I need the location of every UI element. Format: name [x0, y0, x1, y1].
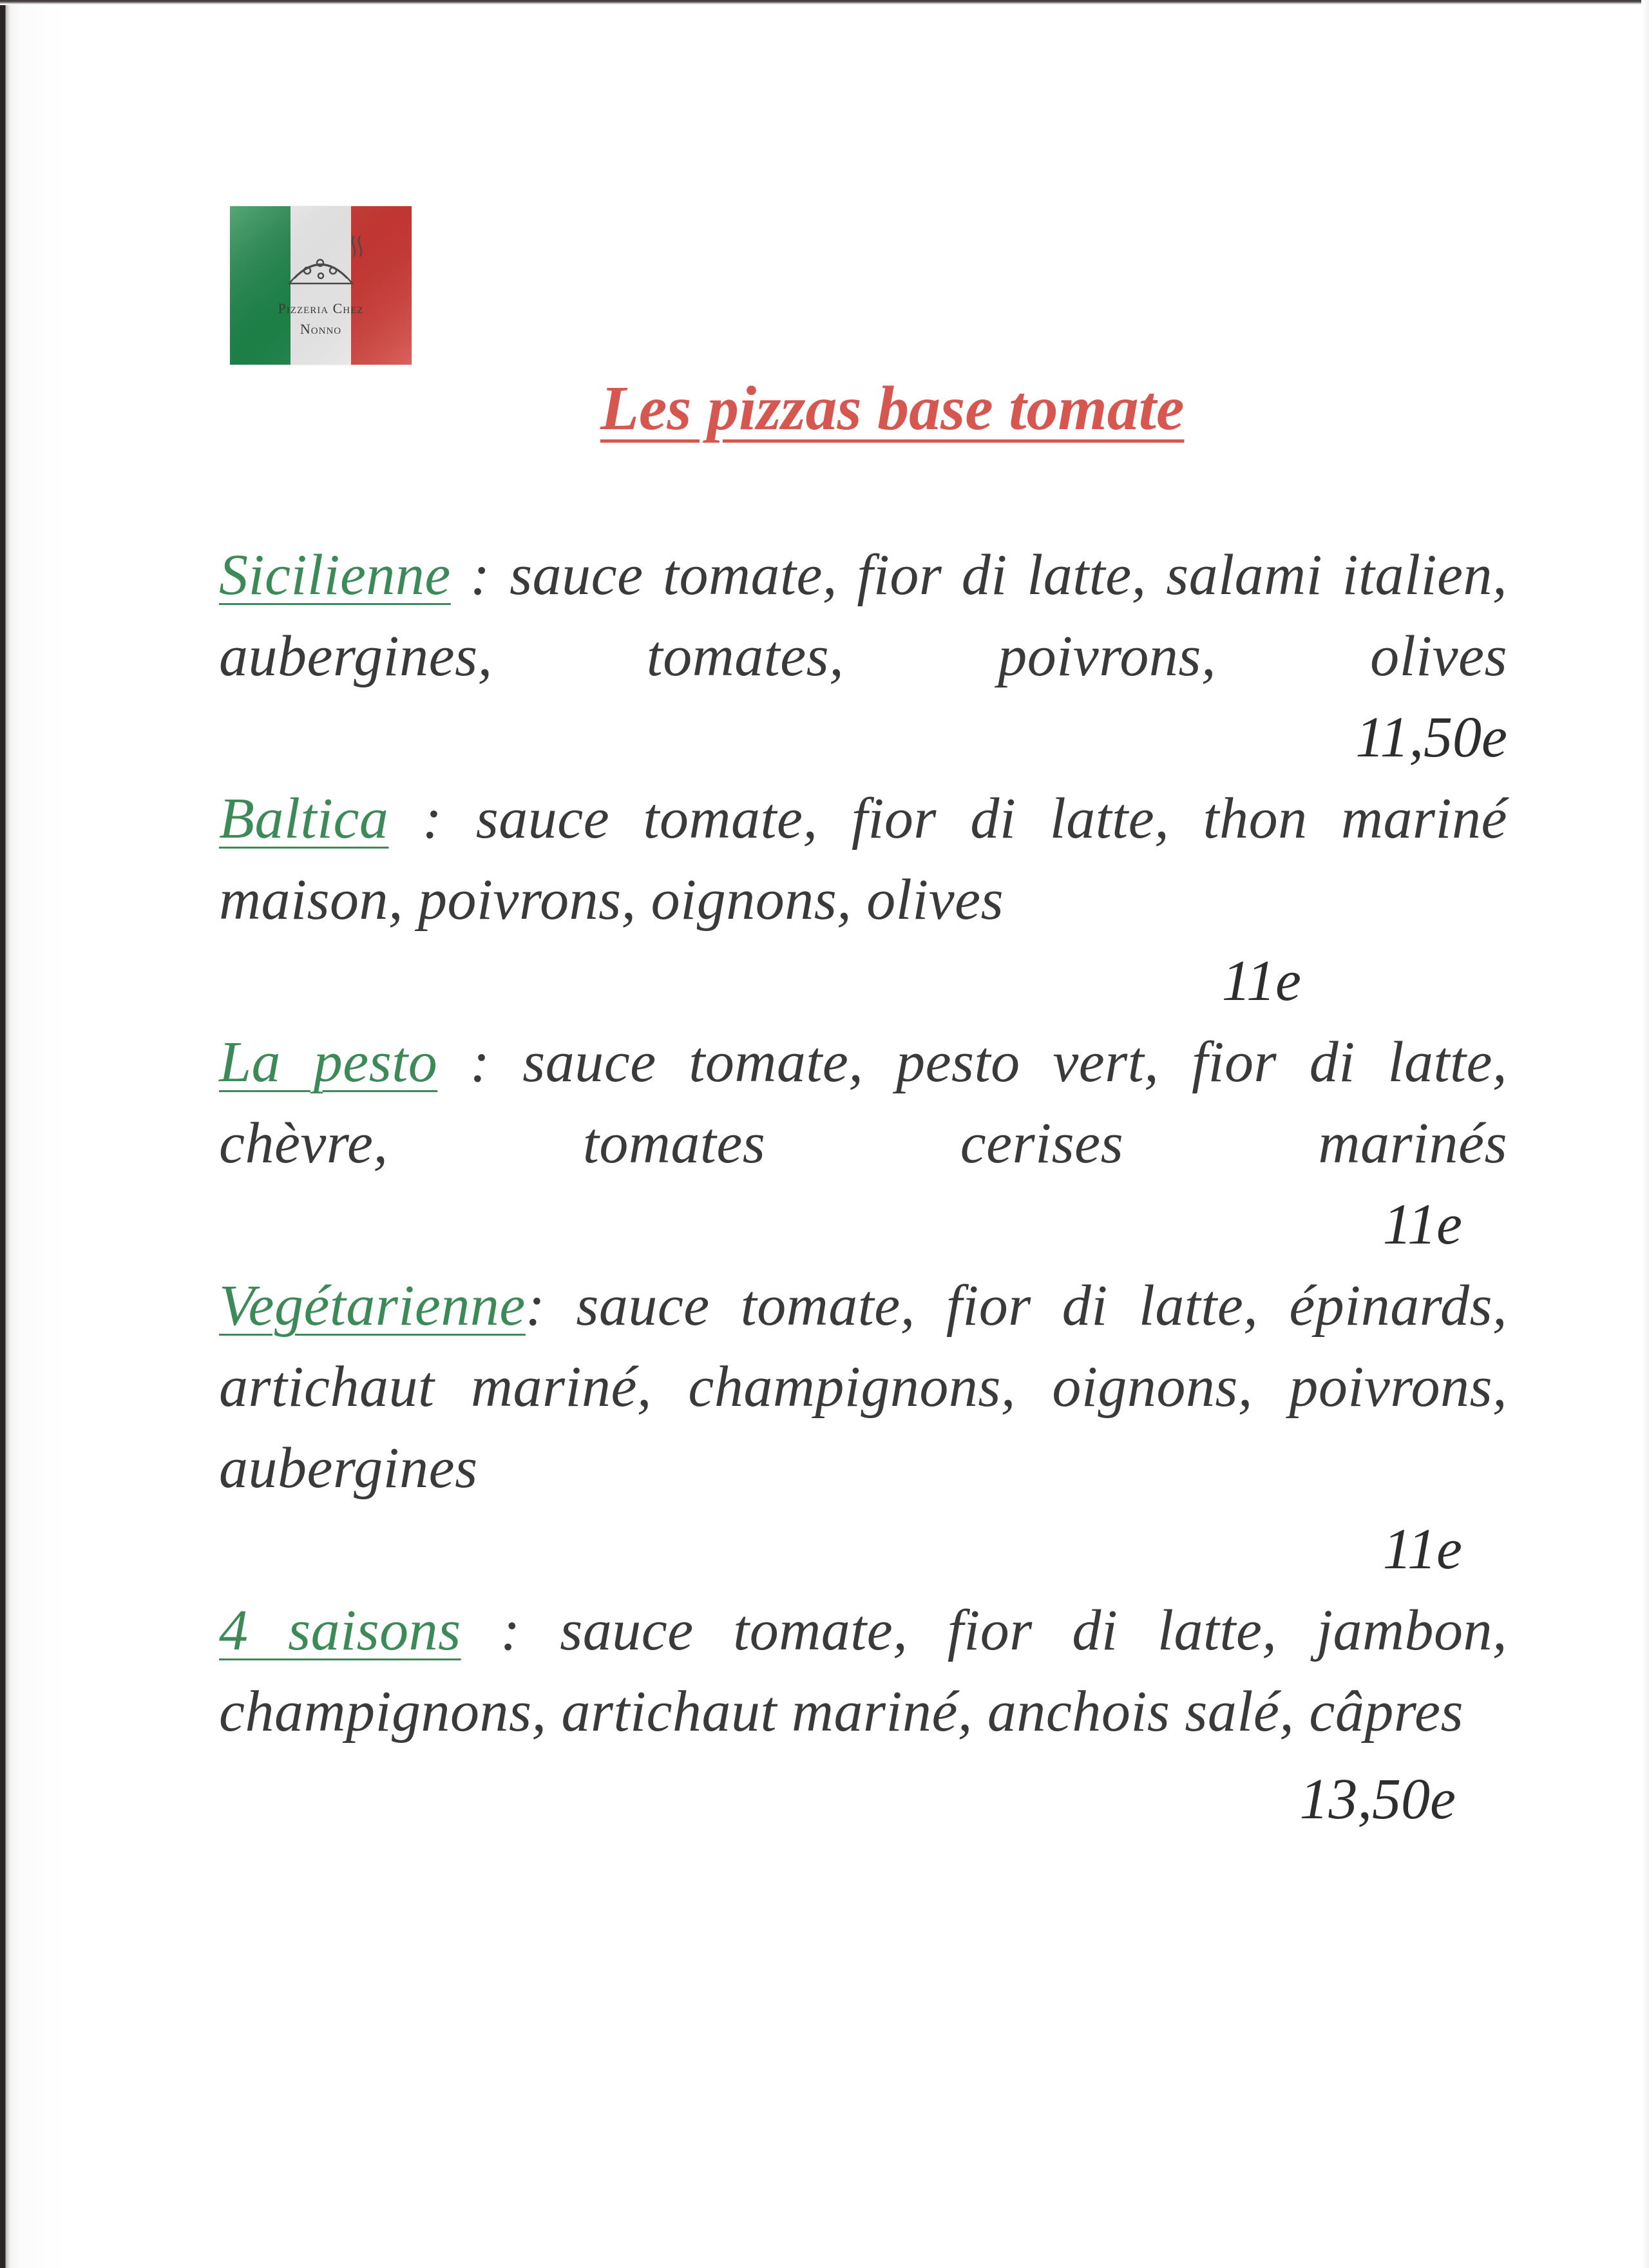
menu-item-baltica: [219, 778, 1507, 1022]
logo-text-line2: Nonno: [300, 321, 342, 337]
menu-item-description: [219, 1265, 1507, 1509]
logo-text-line1: Pizzeria Chez: [278, 300, 364, 316]
page-title: Les pizzas base tomate: [600, 374, 1185, 443]
pizza-menu: [219, 535, 1507, 1840]
menu-item-description: [219, 1022, 1507, 1184]
menu-item-separator: :: [450, 543, 510, 607]
restaurant-logo: [230, 206, 412, 365]
menu-item-4-saisons: [219, 1590, 1507, 1840]
menu-item-description: [219, 778, 1507, 941]
menu-item-sicilienne: [219, 535, 1507, 778]
italian-flag-logo: [230, 206, 412, 365]
menu-item-vegetarienne: [219, 1265, 1507, 1590]
menu-item-description: [219, 535, 1507, 697]
menu-item-name: Vegétarienne: [219, 1274, 526, 1338]
menu-item-ingredients: sauce tomate, fior di latte, thon mariné maison, poivrons, oignons, olives: [219, 787, 1507, 932]
menu-item-separator: :: [437, 1030, 523, 1094]
menu-item-la-pesto: [219, 1022, 1507, 1265]
scan-edge-left: [0, 0, 64, 2268]
menu-item-ingredients: sauce tomate, fior di latte, salami italien, aubergines, tomates, poivrons, olives: [219, 543, 1507, 688]
menu-item-price: 13,50e: [1299, 1767, 1456, 1831]
menu-item-ingredients: sauce tomate, fior di latte, jambon, champignons, artichaut mariné, anchois salé, câpres: [219, 1599, 1508, 1744]
menu-item-ingredients: sauce tomate, fior di latte, épinards, artichaut mariné, champignons, oignons, poivrons, aubergines: [219, 1274, 1507, 1500]
menu-item-name: 4 saisons: [219, 1599, 461, 1662]
menu-item-ingredients: sauce tomate, pesto vert, fior di latte, chèvre, tomates cerises marinés: [219, 1030, 1507, 1175]
menu-item-name: Baltica: [219, 787, 389, 850]
scan-edge-top: [0, 0, 1649, 5]
menu-item-price: 11e: [1221, 949, 1301, 1013]
menu-item-price: 11e: [1382, 1517, 1462, 1581]
menu-item-name: La pesto: [219, 1030, 438, 1094]
menu-item-separator: :: [461, 1599, 560, 1662]
menu-item-separator: :: [525, 1274, 577, 1338]
menu-item-price: 11,50e: [1355, 706, 1507, 769]
menu-item-separator: :: [388, 787, 476, 850]
scan-edge-right: [1641, 0, 1649, 2268]
menu-item-description: [219, 1590, 1507, 1753]
menu-item-name: Sicilienne: [219, 543, 451, 607]
menu-item-price: 11e: [1382, 1193, 1462, 1256]
